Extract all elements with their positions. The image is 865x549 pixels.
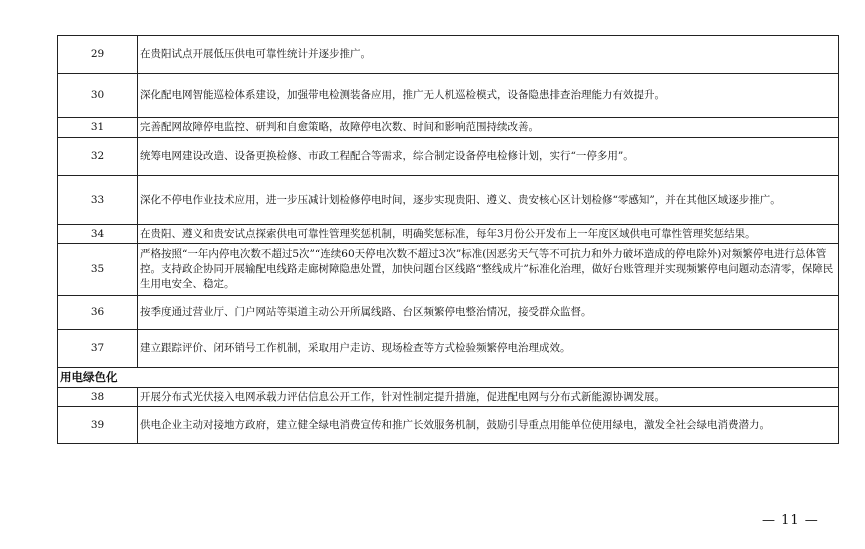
measures-table xyxy=(57,35,839,444)
row-number: 35 xyxy=(58,244,138,296)
row-text: 开展分布式光伏接入电网承载力评估信息公开工作，针对性制定提升措施，促进配电网与分布式新能源协调发展。 xyxy=(138,388,839,407)
table-row xyxy=(58,225,839,244)
row-text: 严格按照“一年内停电次数不超过5次”“连续60天停电次数不超过3次”标准(因恶劣天气等不可抗力和外力破坏造成的停电除外)对频繁停电进行总体管控。支持政企协同开展输配电线路走廊树障隐患处置，加快问题台区线路“整线成片”标准化治理，做好台账管理并实现频繁停电问题动态清零，保障民生用电安全、稳定。 xyxy=(138,244,839,296)
row-text: 完善配网故障停电监控、研判和自愈策略，故障停电次数、时间和影响范围持续改善。 xyxy=(138,118,839,138)
section-title: 用电绿色化 xyxy=(58,368,839,388)
row-number: 32 xyxy=(58,138,138,176)
row-number: 29 xyxy=(58,36,138,74)
table-row xyxy=(58,388,839,407)
row-text: 深化不停电作业技术应用，进一步压减计划检修停电时间，逐步实现贵阳、遵义、贵安核心区计划检修“零感知”，并在其他区域逐步推广。 xyxy=(138,176,839,225)
row-number: 36 xyxy=(58,296,138,330)
table-row xyxy=(58,74,839,118)
row-text: 按季度通过营业厅、门户网站等渠道主动公开所属线路、台区频繁停电整治情况，接受群众监督。 xyxy=(138,296,839,330)
row-number: 38 xyxy=(58,388,138,407)
row-number: 30 xyxy=(58,74,138,118)
row-text: 在贵阳试点开展低压供电可靠性统计并逐步推广。 xyxy=(138,36,839,74)
table-row xyxy=(58,407,839,444)
table-row xyxy=(58,36,839,74)
table-row xyxy=(58,296,839,330)
row-text: 统筹电网建设改造、设备更换检修、市政工程配合等需求，综合制定设备停电检修计划，实行“一停多用”。 xyxy=(138,138,839,176)
row-number: 34 xyxy=(58,225,138,244)
row-text: 深化配电网智能巡检体系建设，加强带电检测装备应用，推广无人机巡检模式，设备隐患排查治理能力有效提升。 xyxy=(138,74,839,118)
row-text: 供电企业主动对接地方政府，建立健全绿电消费宣传和推广长效服务机制，鼓励引导重点用能单位使用绿电，激发全社会绿电消费潜力。 xyxy=(138,407,839,444)
table-row xyxy=(58,244,839,296)
page-number: — 11 — xyxy=(762,513,819,528)
row-number: 39 xyxy=(58,407,138,444)
row-number: 37 xyxy=(58,330,138,368)
row-text: 建立跟踪评价、闭环销号工作机制，采取用户走访、现场检查等方式检验频繁停电治理成效。 xyxy=(138,330,839,368)
table-row xyxy=(58,118,839,138)
table-row xyxy=(58,330,839,368)
row-text: 在贵阳、遵义和贵安试点探索供电可靠性管理奖惩机制，明确奖惩标准，每年3月份公开发布上一年度区域供电可靠性管理奖惩结果。 xyxy=(138,225,839,244)
row-number: 31 xyxy=(58,118,138,138)
row-number: 33 xyxy=(58,176,138,225)
table-row xyxy=(58,138,839,176)
table-row xyxy=(58,176,839,225)
section-row xyxy=(58,368,839,388)
